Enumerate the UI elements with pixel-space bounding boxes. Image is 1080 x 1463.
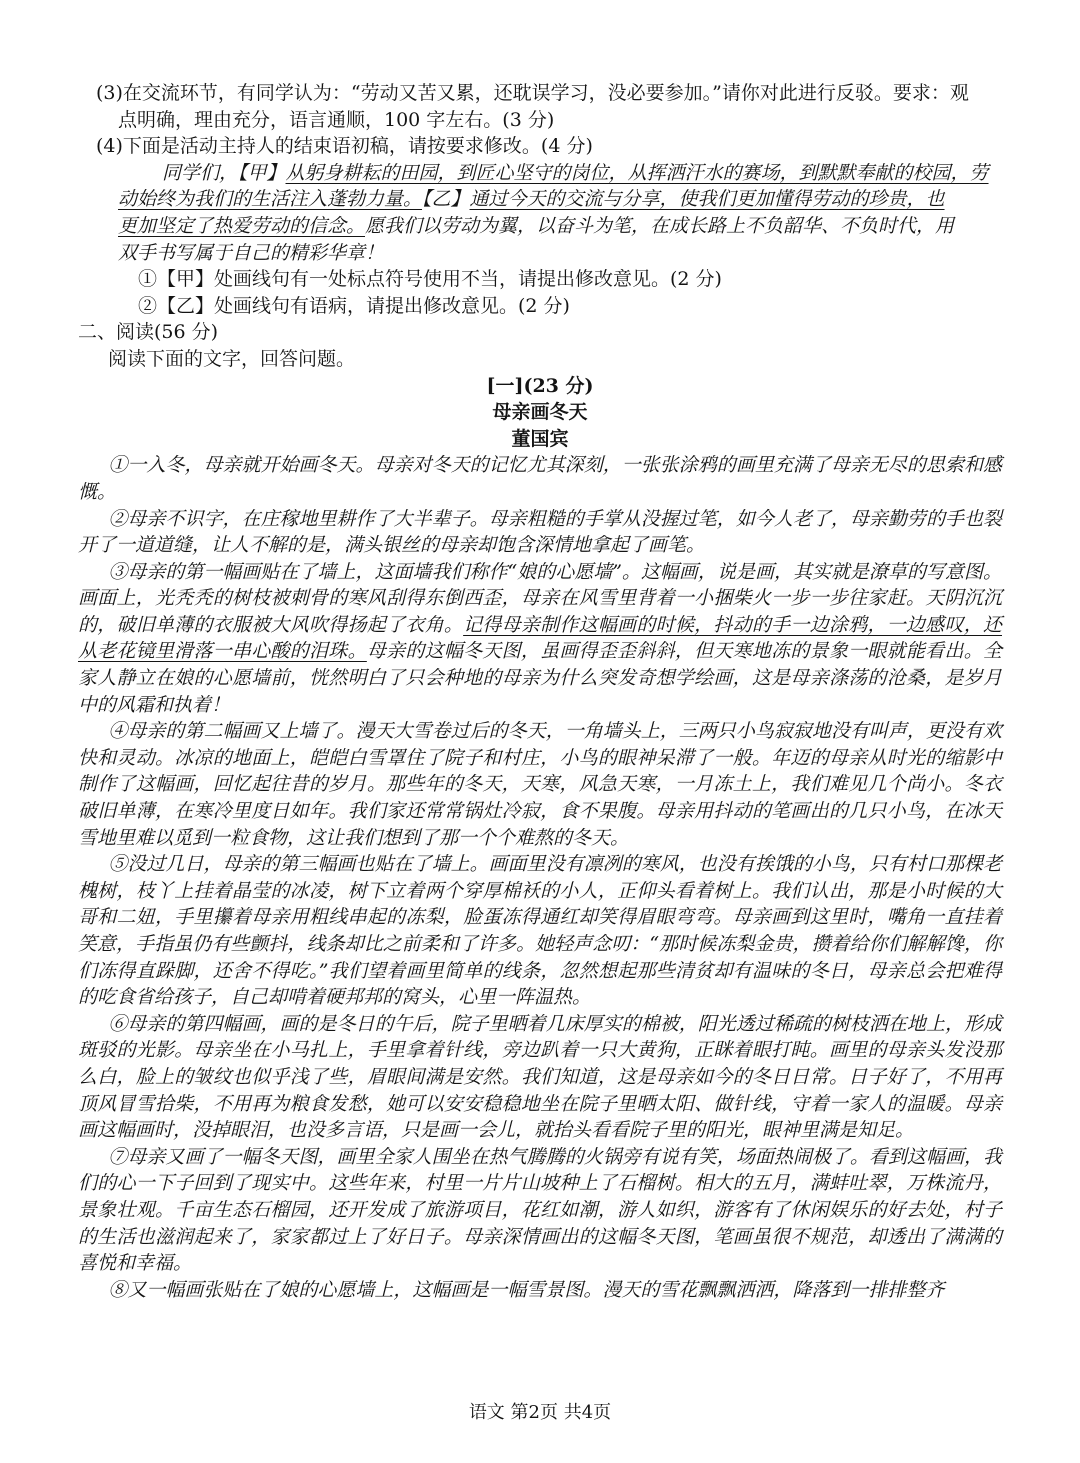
- paragraph-7: ⑦母亲又画了一幅冬天图，画里全家人围坐在热气腾腾的火锅旁有说有笑，场面热闹极了。看到这幅画，我们的心一下子回到了现实中。这些年来，村里一片片山坡种上了石榴树。相大的五月，满蚌吐翠，万株流丹，景象壮观。千亩生态石榴园，还开发成了旅游项目，花红如潮，游人如织，游客有了休闲娱乐的好去处，村子的生活也滋润起来了，家家都过上了好日子。母亲深情画出的这幅冬天图，笔画虽很不规范，却透出了满满的喜悦和幸福。: [78, 1145, 1002, 1275]
- article-author: 董国宾: [511, 427, 569, 450]
- sub-question-2: ②【乙】处画线句有语病，请提出修改意见。(2 分): [138, 294, 570, 317]
- article-title: 母亲画冬天: [492, 401, 588, 424]
- paragraph-3-underlined: 记得母亲制作这幅画的时候，抖动的手一边涂鸦，一边感叹，还从老花镜里滑落一串心酸的泪珠。: [78, 613, 1002, 663]
- speech-underline-a: 从躬身耕耘的田园，到匠心坚守的岗位，从挥洒汗水的赛场，到默默奉献的校园，劳: [285, 161, 989, 184]
- page-footer: 语文 第2页 共4页: [468, 1402, 612, 1423]
- part-label: [一](23 分): [486, 374, 594, 397]
- question-3-line1: (3)在交流环节，有同学认为：“劳动又苦又累，还耽误学习，没必要参加。”请你对此进行反驳。要求：观: [96, 82, 969, 104]
- paragraph-3-start: ③母亲的第一幅画贴在了墙上，这面墙我们称作“娘的心愿墙”。这幅画，说是画，其实就是潦草的写意图。画面上，光秃秃的树枝被刺骨的寒风刮得东倒西歪，母亲在风雪里背着一小捆柴火一步一步往家赶。天阴沉沉的，破旧单薄的衣服被大风吹得扬起了衣角。: [78, 560, 1002, 636]
- paragraph-6: ⑥母亲的第四幅画，画的是冬日的午后，院子里晒着几床厚实的棉被，阳光透过稀疏的树枝洒在地上，形成斑驳的光影。母亲坐在小马扎上，手里拿着针线，旁边趴着一只大黄狗，正眯着眼打盹。画里的母亲头发没那么白，脸上的皱纹也似乎浅了些，眉眼间满是安然。我们知道，这是母亲如今的冬日日常。日子好了，不用再顶风冒雪拾柴，不用再为粮食发愁，她可以安安稳稳地坐在院子里晒太阳、做针线，守着一家人的温暖。母亲画这幅画时，没掉眼泪，也没多言语，只是画一会儿，就抬头看看院子里的阳光，眼神里满是知足。: [78, 1012, 1002, 1142]
- paragraph-2: ②母亲不识字，在庄稼地里耕作了大半辈子。母亲粗糙的手掌从没握过笔，如今人老了，母亲勤劳的手也裂开了一道道缝，让人不解的是，满头银丝的母亲却饱含深情地拿起了画笔。: [78, 507, 1002, 557]
- speech-line-1: [78, 160, 1002, 187]
- paragraph-4: ④母亲的第二幅画又上墙了。漫天大雪卷过后的冬天，一角墙头上，三两只小鸟寂寂地没有叫声，更没有欢快和灵动。冰凉的地面上，皑皑白雪罩住了院子和村庄，小鸟的眼神呆滞了一般。年迈的母亲从时光的缩影中制作了这幅画，回忆起往昔的岁月。那些年的冬天，天寒，风急天寒，一月冻土上，我们难见几个尚小。冬衣破旧单薄，在寒冷里度日如年。我们家还常常锅灶冷寂，食不果腹。母亲用抖动的笔画出的几只小鸟，在冰天雪地里难以觅到一粒食物，这让我们想到了那一个个难熬的冬天。: [78, 720, 1002, 849]
- speech-line-3-rest: 愿我们以劳动为翼，以奋斗为笔，在成长路上不负韶华、不负时代，用: [365, 214, 955, 237]
- host-closing-speech: [78, 160, 1002, 266]
- speech-underline-a-end: 动始终为我们的生活注入蓬勃力量。: [118, 188, 423, 211]
- speech-line-3: [78, 213, 1002, 240]
- speech-label-a: 同学们，【甲】: [162, 161, 286, 184]
- section-heading: 二、阅读(56 分): [78, 321, 219, 344]
- speech-underline-b-end: 更加坚定了热爱劳动的信念。: [118, 214, 366, 237]
- question-3-line2: 点明确，理由充分，语言通顺，100 字左右。(3 分): [118, 108, 555, 131]
- sub-question-1: ①【甲】处画线句有一处标点符号使用不当，请提出修改意见。(2 分): [138, 268, 722, 291]
- paragraph-1: ①一入冬，母亲就开始画冬天。母亲对冬天的记忆尤其深刻，一张张涂鸦的画里充满了母亲无尽的思索和感慨。: [78, 454, 1002, 503]
- paragraph-5: ⑤没过几日，母亲的第三幅画也贴在了墙上。画面里没有凛冽的寒风，也没有挨饿的小鸟，只有村口那棵老槐树，枝丫上挂着晶莹的冰凌，树下立着两个穿厚棉袄的小人，正仰头看着树上。我们认出，那是小时候的大哥和二妞，手里攥着母亲用粗线串起的冻梨，脸蛋冻得通红却笑得眉眼弯弯。母亲画到这里时，嘴角一直挂着笑意，手指虽仍有些颤抖，线条却比之前柔和了许多。她轻声念叨：“那时候冻梨金贵，攒着给你们解解馋，你们冻得直跺脚，还舍不得吃。”我们望着画里简单的线条，忽然想起那些清贫却有温味的冬日，母亲总会把难得的吃食省给孩子，自己却啃着硬邦邦的窝头，心里一阵温热。: [78, 853, 1002, 1009]
- paragraph-8: ⑧又一幅画张贴在了娘的心愿墙上，这幅画是一幅雪景图。漫天的雪花飘飘洒洒，降落到一排排整齐: [108, 1278, 945, 1301]
- question-4: (4)下面是活动主持人的结束语初稿，请按要求修改。(4 分): [96, 135, 593, 158]
- speech-label-b: 【乙】: [422, 188, 470, 211]
- speech-line-2: [78, 186, 1002, 213]
- paragraph-3: [78, 559, 1002, 719]
- paragraph-3-end: 母亲的这幅冬天图，虽画得歪歪斜斜，但天寒地冻的景象一眼就能看出。全家人静立在娘的心愿墙前，恍然明白了只会种地的母亲为什么突发奇想学绘画，这是母亲涤荡的沧桑，是岁月中的风霜和执着！: [78, 640, 1002, 716]
- article-body: [78, 452, 1002, 1303]
- speech-underline-b: 通过今天的交流与分享，使我们更加懂得劳动的珍贵，也: [469, 188, 945, 211]
- speech-line-4: 双手书写属于自己的精彩华章！: [118, 241, 385, 264]
- section-intro: 阅读下面的文字，回答问题。: [108, 347, 356, 370]
